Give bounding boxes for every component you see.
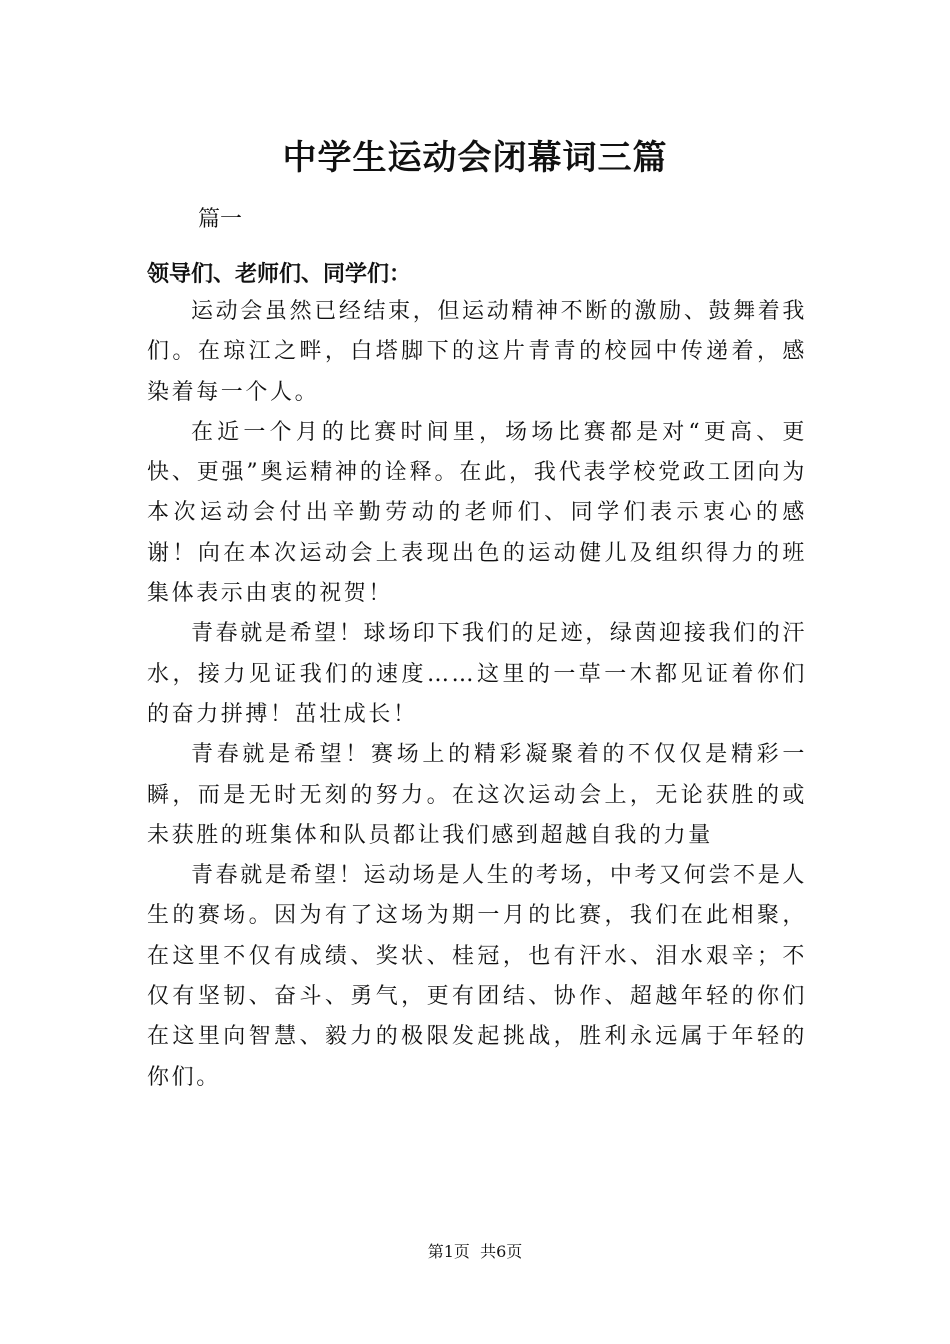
section-label: 篇一 [198, 207, 243, 232]
paragraph: 在近一个月的比赛时间里，场场比赛都是对“更高、更快、更强”奥运精神的诠释。在此，我代表学校党政工团向为本次运动会付出辛勤劳动的老师们、同学们表示衷心的感谢！向在本次运动会上表现出色的运动健儿及组织得力的班集体表示由衷的祝贺！ [147, 419, 807, 607]
paragraph: 运动会虽然已经结束，但运动精神不断的激励、鼓舞着我们。在琼江之畔，白塔脚下的这片青青的校园中传递着，感染着每一个人。 [147, 299, 807, 405]
page-total: 共6页 [480, 1242, 523, 1261]
paragraph: 青春就是希望！赛场上的精彩凝聚着的不仅仅是精彩一瞬，而是无时无刻的努力。在这次运动会上，无论获胜的或未获胜的班集体和队员都让我们感到超越自我的力量 [147, 742, 807, 848]
document-title: 中学生运动会闭幕词三篇 [282, 138, 668, 178]
salutation: 领导们、老师们、同学们： [147, 261, 412, 287]
page-number: 第1页 [427, 1242, 470, 1261]
footer-spacer [470, 1242, 480, 1261]
paragraph: 青春就是希望！球场印下我们的足迹，绿茵迎接我们的汗水，接力见证我们的速度……这里的一草一木都见证着你们的奋力拼搏！茁壮成长！ [147, 621, 807, 727]
page-footer [0, 1240, 950, 1264]
paragraph: 青春就是希望！运动场是人生的考场，中考又何尝不是人生的赛场。因为有了这场为期一月的比赛，我们在此相聚，在这里不仅有成绩、奖状、桂冠，也有汗水、泪水艰辛；不仅有坚韧、奋斗、勇气，更有团结、协作、超越年轻的你们在这里向智慧、毅力的极限发起挑战，胜利永远属于年轻的你们。 [147, 863, 807, 1090]
body-text [147, 292, 807, 1098]
